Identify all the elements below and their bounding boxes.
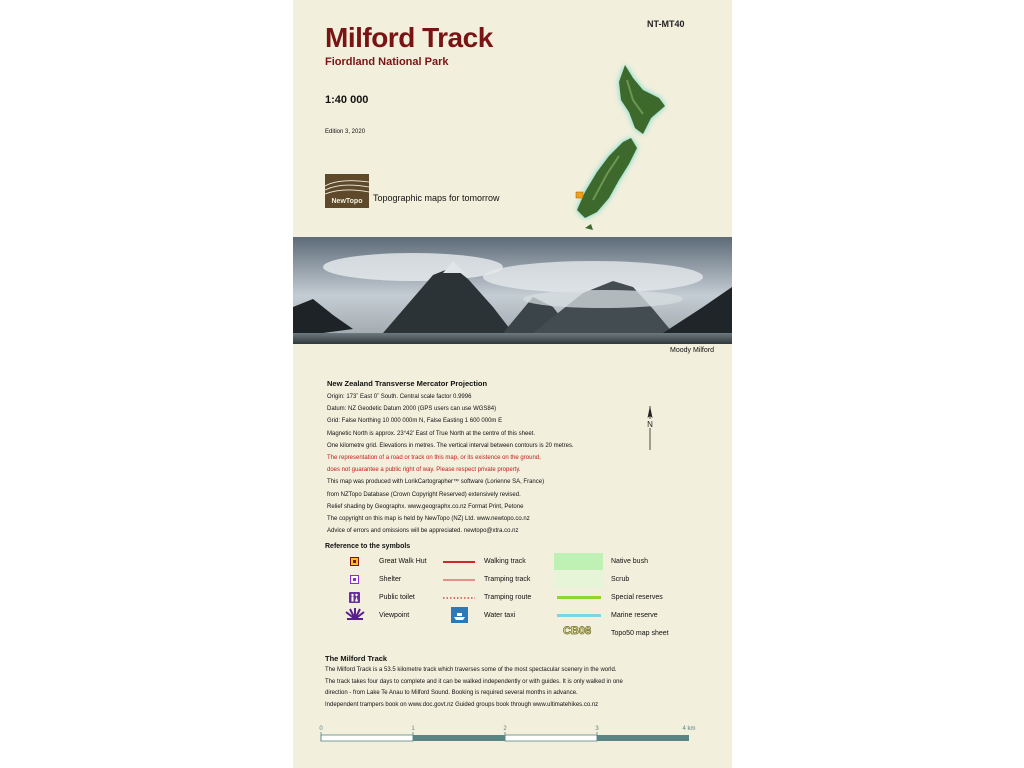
hut-icon (350, 557, 359, 566)
legend-label: Great Walk Hut (379, 558, 427, 565)
map-title: Milford Track (325, 22, 493, 53)
topo50-sheet-code: CB08 (563, 625, 592, 637)
scale-tick-label: 4 km (682, 726, 696, 732)
legend-title: Reference to the symbols (325, 543, 411, 550)
toilet-icon (349, 592, 360, 603)
walking-track-symbol (443, 559, 475, 565)
legend-label: Topo50 map sheet (611, 630, 669, 637)
tramping-route-symbol (443, 595, 475, 601)
north-label: N (647, 420, 653, 429)
credit-line: This map was produced with LorikCartographer™ software (Lorienne SA, France) (327, 479, 545, 486)
tramping-track-symbol (443, 577, 475, 583)
special-reserves-swatch (557, 596, 601, 599)
legend-label: Water taxi (484, 612, 516, 619)
water-taxi-icon (451, 607, 468, 623)
right-of-way-warning: does not guarantee a public right of way. Please respect private property. (327, 467, 521, 474)
scale-tick-label: 1 (411, 726, 415, 732)
track-description (325, 665, 623, 711)
credit-line: Relief shading by Geographx. www.geographx.co.nz Format Print, Petone (327, 503, 524, 510)
credit-line: Advice of errors and omissions will be appreciated. newtopo@xtra.co.nz (327, 528, 519, 535)
legend-label: Public toilet (379, 594, 415, 601)
projection-line: Origin: 173˚ East 0˚ South. Central scale factor 0.9996 (327, 394, 472, 400)
projection-line: Magnetic North is approx. 23°42' East of True North at the centre of this sheet. (327, 430, 535, 437)
scale-tick-label: 2 (503, 726, 507, 732)
map-sheet-code: NT-MT40 (647, 19, 685, 29)
right-of-way-warning: The representation of a road or track on this map, or its existence on the ground, (327, 455, 541, 462)
native-bush-swatch (554, 553, 603, 570)
scrub-swatch (554, 571, 603, 588)
marine-reserve-swatch (557, 614, 601, 617)
legend-label: Tramping track (484, 576, 531, 583)
legend-label: Walking track (484, 558, 526, 565)
projection-line: Datum: NZ Geodetic Datum 2000 (GPS users can use WGS84) (327, 406, 497, 413)
legend-label: Tramping route (484, 594, 532, 601)
description-line: Independent trampers book on www.doc.govt.nz Guided groups book through www.ultimatehikes.co.nz (325, 701, 599, 708)
new-zealand-location-map (563, 60, 683, 230)
legend-label: Marine reserve (611, 612, 658, 619)
projection-line: Grid: False Northing 10 000 000m N, False Easting 1 600 000m E (327, 418, 503, 425)
milford-sound-photo (293, 237, 732, 344)
scale-bar (319, 722, 696, 752)
photo-caption: Moody Milford (670, 347, 714, 354)
track-description-title: The Milford Track (325, 654, 388, 663)
newtopo-logo (325, 174, 369, 208)
legend-label: Shelter (379, 576, 402, 583)
tagline: Topographic maps for tomorrow (373, 193, 500, 203)
map-cover-panel (293, 0, 732, 768)
description-line: The Milford Track is a 53.5 kilometre track which traverses some of the most spectacular scenery in the world. (325, 667, 617, 673)
viewpoint-icon (345, 608, 365, 620)
scale-tick-label: 3 (595, 726, 599, 732)
credit-line: from NZTopo Database (Crown Copyright Reserved) extensively revised. (327, 491, 521, 498)
shelter-icon (350, 575, 359, 584)
north-island-shape (619, 65, 665, 134)
map-subtitle: Fiordland National Park (325, 56, 449, 68)
description-line: The track takes four days to complete and it can be walked independently or with guides. It is only walked in one (325, 678, 623, 685)
legend-label: Native bush (611, 558, 648, 565)
legend-label: Viewpoint (379, 612, 410, 619)
credit-line: The copyright on this map is held by NewTopo (NZ) Ltd. www.newtopo.co.nz (327, 516, 530, 523)
legend-label: Special reserves (611, 594, 663, 601)
legend-label: Scrub (611, 576, 630, 583)
south-island-shape (577, 138, 637, 218)
north-arrow-icon (641, 404, 659, 452)
projection-notes (327, 379, 657, 537)
map-scale: 1:40 000 (325, 94, 369, 106)
description-line: direction - from Lake Te Anau to Milford Sound. Booking is required several months in advance. (325, 690, 578, 697)
edition-text: Edition 3, 2020 (325, 129, 366, 135)
projection-title: New Zealand Transverse Mercator Projection (327, 379, 488, 388)
projection-line: One kilometre grid. Elevations in metres. The vertical interval between contours is 20 metres. (327, 442, 574, 449)
location-marker-icon (576, 192, 583, 198)
scale-tick-label: 0 (319, 726, 323, 732)
logo-text: NewTopo (331, 198, 363, 205)
